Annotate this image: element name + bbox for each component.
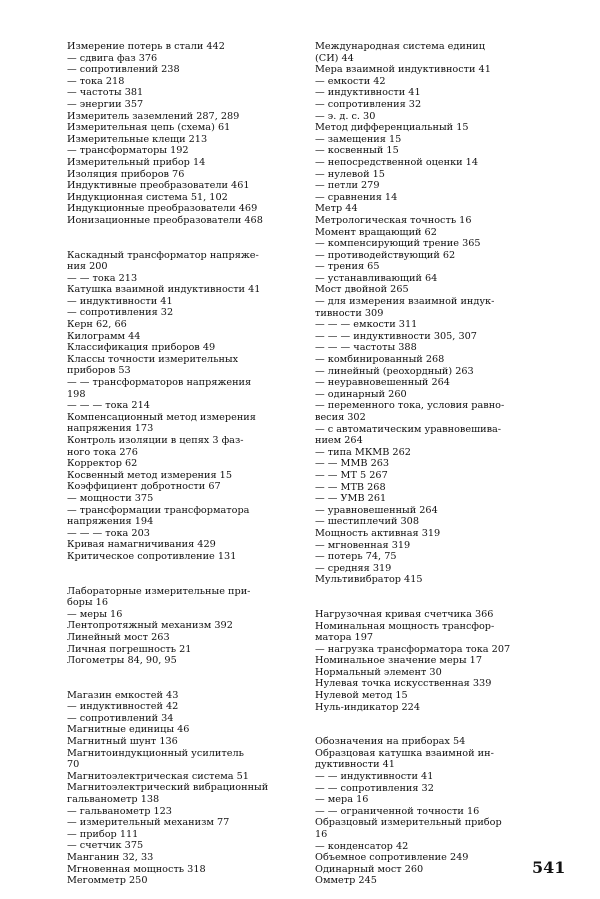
index-entry: Классификация приборов 49 — [67, 342, 216, 354]
index-entry: Магнитные единицы 46 — [67, 724, 190, 736]
index-entry: — одинарный 260 — [315, 388, 407, 400]
index-entry: — — — тока 214 — [67, 400, 150, 412]
index-entry: — меры 16 — [67, 608, 123, 620]
section-gap — [315, 713, 555, 736]
index-entry: — — МТ 5 267 — [315, 469, 388, 481]
page-number: 541 — [532, 858, 566, 877]
index-entry: Коэффициент добротности 67 — [67, 481, 221, 493]
index-entry: — — трансформаторов напряжения — [67, 377, 252, 389]
index-entry: — нулевой 15 — [315, 168, 385, 180]
section-gap — [67, 667, 329, 690]
index-entry: Каскадный трансформатор напряже- — [67, 249, 259, 261]
index-entry: Мгновенная мощность 318 — [67, 863, 206, 875]
index-entry: Магнитоэлектрическая система 51 — [67, 770, 249, 782]
index-entry: Момент вращающий 62 — [315, 226, 437, 238]
index-entry: — непосредственной оценки 14 — [315, 156, 478, 168]
index-entry: — шестиплечий 308 — [315, 516, 419, 528]
index-entry: Магнитоиндукционный усилитель — [67, 747, 244, 759]
index-entry: — противодействующий 62 — [315, 249, 456, 261]
index-entry: — замещения 15 — [315, 133, 402, 145]
index-entry: Кривая намагничивания 429 — [67, 539, 216, 551]
index-entry: — прибор 111 — [67, 828, 139, 840]
index-entry: — типа МКМВ 262 — [315, 446, 411, 458]
section-gap — [67, 227, 329, 250]
index-entry: Личная погрешность 21 — [67, 643, 192, 655]
index-entry: Метод дифференциальный 15 — [315, 122, 469, 134]
index-entry: — сопротивлений 238 — [67, 64, 180, 76]
section-gap — [315, 586, 555, 609]
index-entry: — сдвига фаз 376 — [67, 52, 158, 64]
index-entry: — тока 218 — [67, 75, 125, 87]
index-entry: — трансформаторы 192 — [67, 145, 189, 157]
index-entry: ного тока 276 — [67, 446, 138, 458]
index-entry: — — УМВ 261 — [315, 493, 387, 505]
index-entry: — индуктивностей 42 — [67, 701, 179, 713]
index-entry: — — сопротивления 32 — [315, 782, 434, 794]
index-entry: Индукционные преобразователи 469 — [67, 203, 258, 215]
index-entry: — частоты 381 — [67, 87, 144, 99]
index-entry: — комбинированный 268 — [315, 354, 445, 366]
index-entry: ния 200 — [67, 261, 108, 273]
index-entry: — трансформации трансформатора — [67, 504, 250, 516]
index-entry: — э. д. с. 30 — [315, 110, 376, 122]
index-entry: Лентопротяжный механизм 392 — [67, 620, 233, 632]
index-entry: — сопротивления 32 — [315, 98, 422, 110]
index-entry: Нормальный элемент 30 — [315, 666, 442, 678]
index-entry: 70 — [67, 759, 80, 771]
index-entry: — сопротивлений 34 — [67, 712, 174, 724]
index-entry: приборов 53 — [67, 365, 131, 377]
index-entry: — устанавливающий 64 — [315, 272, 438, 284]
index-entry: Мегомметр 250 — [67, 875, 148, 887]
index-entry: напряжения 173 — [67, 423, 154, 435]
index-entry: Измерительные клещи 213 — [67, 133, 208, 145]
index-entry: — измерительный механизм 77 — [67, 817, 230, 829]
index-entry: матора 197 — [315, 632, 374, 644]
index-entry: Изоляция приборов 76 — [67, 168, 185, 180]
index-entry: тивности 309 — [315, 307, 384, 319]
index-entry: Нагрузочная кривая счетчика 366 — [315, 608, 494, 620]
index-entry: Метрологическая точность 16 — [315, 214, 472, 226]
index-entry: — мгновенная 319 — [315, 539, 411, 551]
index-entry: — компенсирующий трение 365 — [315, 238, 481, 250]
index-entry: — индуктивности 41 — [315, 87, 421, 99]
index-entry: Измеритель заземлений 287, 289 — [67, 110, 240, 122]
index-entry: Манганин 32, 33 — [67, 852, 154, 863]
index-entry: Критическое сопротивление 131 — [67, 550, 237, 562]
index-entry: — с автоматическим уравновешива- — [315, 423, 502, 435]
index-entry: — сопротивления 32 — [67, 307, 174, 319]
index-entry: (СИ) 44 — [315, 52, 354, 64]
index-entry: Номинальная мощность трансфор- — [315, 620, 495, 632]
index-entry: Образцовый измерительный прибор — [315, 817, 502, 829]
index-entry: 198 — [67, 388, 86, 400]
index-entry: боры 16 — [67, 597, 108, 609]
index-entry: Классы точности измерительных — [67, 353, 239, 365]
index-entry: Номинальное значение меры 17 — [315, 655, 483, 667]
index-entry: Компенсационный метод измерения — [67, 411, 256, 423]
index-entry: Образцовая катушка взаимной ин- — [315, 747, 494, 759]
index-entry: Измерительная цепь (схема) 61 — [67, 122, 231, 134]
index-entry: Магнитоэлектрический вибрационный — [67, 782, 269, 794]
index-entry: Измерительный прибор 14 — [67, 156, 206, 168]
index-entry: — — тока 213 — [67, 272, 138, 284]
index-entry: весия 302 — [315, 412, 366, 423]
index-entry: — — индуктивности 41 — [315, 771, 434, 783]
index-entry: напряжения 194 — [67, 516, 154, 528]
index-entry: дуктивности 41 — [315, 759, 395, 771]
index-entry: Нуль-индикатор 224 — [315, 701, 420, 713]
index-entry: Мультивибратор 415 — [315, 574, 423, 586]
index-entry: Контроль изоляции в цепях 3 фаз- — [67, 435, 244, 446]
index-entry: — — ММВ 263 — [315, 458, 390, 470]
index-entry: Линейный мост 263 — [67, 631, 170, 643]
index-column-right — [315, 41, 555, 887]
index-entry: Метр 44 — [315, 203, 358, 215]
index-entry: Нулевой метод 15 — [315, 690, 408, 702]
index-entry: — конденсатор 42 — [315, 840, 409, 852]
index-entry: Обозначения на приборах 54 — [315, 736, 466, 748]
index-entry: нием 264 — [315, 435, 363, 447]
index-entry: Магнитный шунт 136 — [67, 736, 178, 748]
index-entry: — потерь 74, 75 — [315, 551, 397, 563]
index-entry: — — МТВ 268 — [315, 481, 386, 493]
index-entry: Мощность активная 319 — [315, 527, 441, 539]
index-entry: — — — индуктивности 305, 307 — [315, 330, 477, 342]
index-entry: Килограмм 44 — [67, 330, 141, 342]
index-entry: — средняя 319 — [315, 562, 392, 574]
index-entry: — мощности 375 — [67, 492, 154, 504]
index-entry: Магазин емкостей 43 — [67, 689, 179, 701]
index-entry: — для измерения взаимной индук- — [315, 296, 495, 308]
index-entry: — неуравновешенный 264 — [315, 377, 450, 389]
index-entry: Одинарный мост 260 — [315, 863, 424, 875]
index-entry: гальванометр 138 — [67, 794, 160, 806]
index-entry: Мера взаимной индуктивности 41 — [315, 64, 491, 76]
index-column-left — [67, 41, 329, 887]
index-entry: — индуктивности 41 — [67, 295, 173, 307]
index-entry: Ионизационные преобразователи 468 — [67, 214, 263, 226]
index-entry: — мера 16 — [315, 794, 369, 806]
index-entry: — косвенный 15 — [315, 145, 399, 157]
index-entry: Мост двойной 265 — [315, 284, 409, 296]
index-entry: — гальванометр 123 — [67, 805, 172, 817]
index-entry: — энергии 357 — [67, 98, 144, 110]
index-entry: 16 — [315, 829, 328, 840]
index-entry: Измерение потерь в стали 442 — [67, 41, 225, 52]
index-entry: Логометры 84, 90, 95 — [67, 655, 177, 667]
index-entry: — счетчик 375 — [67, 840, 144, 852]
index-entry: Индукционная система 51, 102 — [67, 191, 228, 203]
index-entry: Объемное сопротивление 249 — [315, 852, 469, 864]
index-entry: Керн 62, 66 — [67, 319, 127, 331]
section-gap — [67, 563, 329, 586]
index-entry: — переменного тока, условия равно- — [315, 400, 505, 412]
index-entry: Индуктивные преобразователи 461 — [67, 180, 250, 192]
index-entry: — емкости 42 — [315, 75, 386, 87]
index-entry: — — ограниченной точности 16 — [315, 805, 480, 817]
index-entry: Нулевая точка искусственная 339 — [315, 678, 492, 690]
index-entry: — петли 279 — [315, 180, 380, 192]
index-entry: — уравновешенный 264 — [315, 504, 438, 516]
index-entry: Корректор 62 — [67, 458, 138, 470]
index-entry: — линейный (реохордный) 263 — [315, 365, 474, 377]
index-entry: Международная система единиц — [315, 41, 485, 52]
index-entry: — сравнения 14 — [315, 191, 398, 203]
index-entry: — трения 65 — [315, 261, 380, 273]
index-entry: Косвенный метод измерения 15 — [67, 469, 232, 481]
index-entry: — — — частоты 388 — [315, 342, 417, 354]
index-entry: — — — емкости 311 — [315, 319, 418, 331]
index-entry: — — — тока 203 — [67, 527, 150, 539]
index-entry: Катушка взаимной индуктивности 41 — [67, 284, 261, 296]
index-entry: Омметр 245 — [315, 875, 377, 887]
index-entry: Лабораторные измерительные при- — [67, 585, 251, 597]
index-entry: — нагрузка трансформатора тока 207 — [315, 643, 511, 655]
